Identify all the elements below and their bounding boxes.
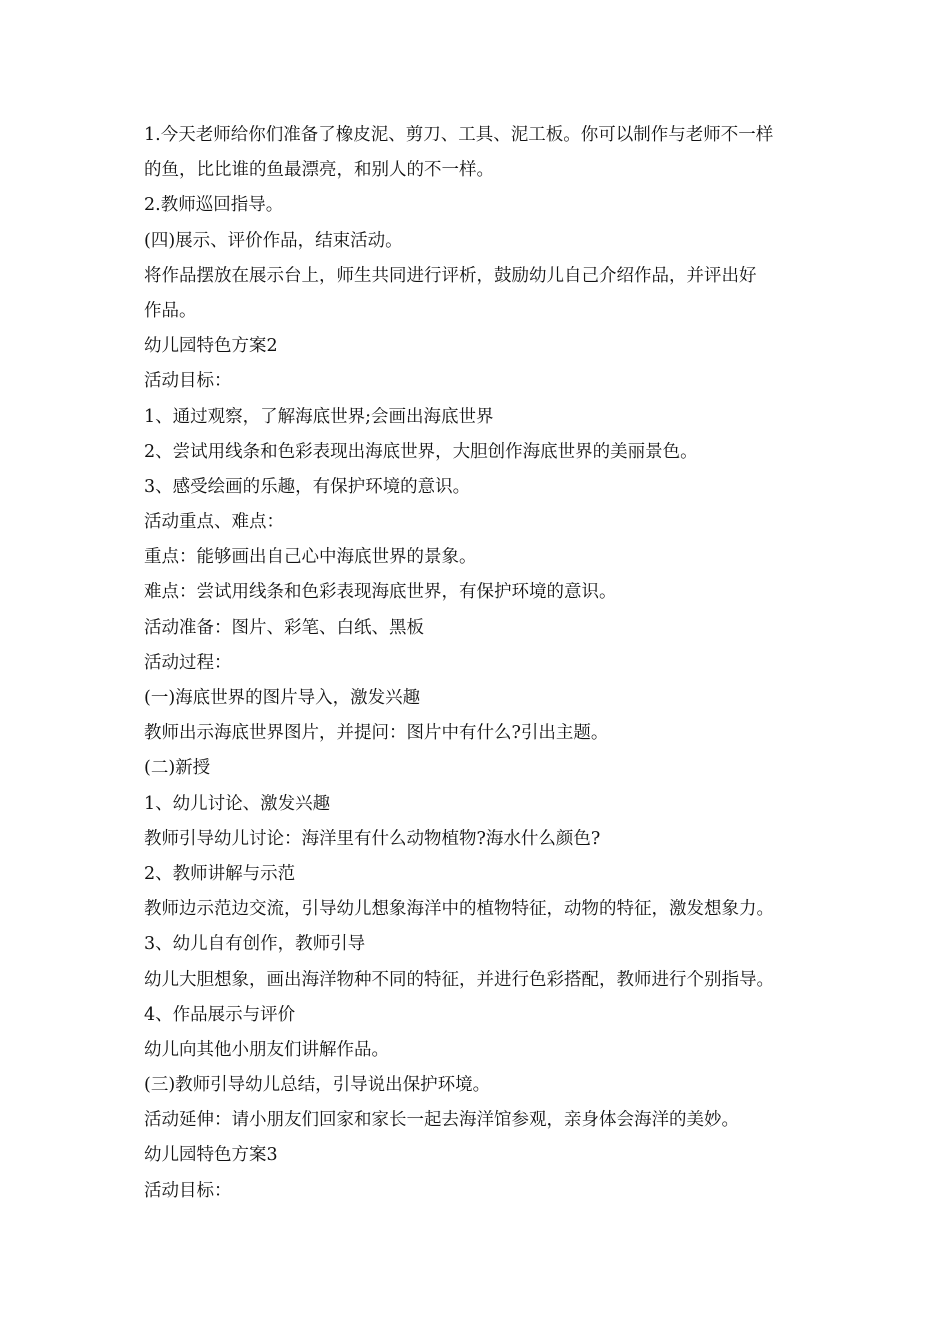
substep-2: 2、教师讲解与示范 xyxy=(144,863,296,884)
heading-activity-process: 活动过程： xyxy=(144,652,232,673)
text-line-6: 作品。 xyxy=(144,300,197,321)
plan-title-3: 幼儿园特色方案3 xyxy=(144,1145,278,1166)
plan-title-2: 幼儿园特色方案2 xyxy=(144,336,278,357)
substep-4: 4、作品展示与评价 xyxy=(144,1004,296,1025)
goal-item-1: 1、通过观察，了解海底世界;会画出海底世界 xyxy=(144,406,494,427)
document-body xyxy=(144,118,810,1209)
text-line-3: 2.教师巡回指导。 xyxy=(144,195,284,216)
process-step-2: (二)新授 xyxy=(144,758,211,779)
text-line-2: 的鱼，比比谁的鱼最漂亮，和别人的不一样。 xyxy=(144,160,494,181)
process-step-1-text: 教师出示海底世界图片，并提问：图片中有什么?引出主题。 xyxy=(144,723,609,744)
substep-2-text: 教师边示范边交流，引导幼儿想象海洋中的植物特征，动物的特征，激发想象力。 xyxy=(144,899,774,920)
heading-activity-goals: 活动目标： xyxy=(144,371,232,392)
substep-1: 1、幼儿讨论、激发兴趣 xyxy=(144,793,331,814)
goal-item-3: 3、感受绘画的乐趣，有保护环境的意识。 xyxy=(144,476,471,497)
key-point: 重点：能够画出自己心中海底世界的景象。 xyxy=(144,547,477,568)
text-line-1: 1.今天老师给你们准备了橡皮泥、剪刀、工具、泥工板。你可以制作与老师不一样 xyxy=(144,125,774,145)
activity-extension: 活动延伸：请小朋友们回家和家长一起去海洋馆参观，亲身体会海洋的美妙。 xyxy=(144,1110,739,1131)
process-step-3: (三)教师引导幼儿总结，引导说出保护环境。 xyxy=(144,1075,491,1096)
heading-activity-goals-3: 活动目标： xyxy=(144,1180,232,1201)
substep-3-text: 幼儿大胆想象，画出海洋物种不同的特征，并进行色彩搭配，教师进行个别指导。 xyxy=(144,969,774,990)
goal-item-2: 2、尝试用线条和色彩表现出海底世界，大胆创作海底世界的美丽景色。 xyxy=(144,441,698,462)
activity-preparation: 活动准备：图片、彩笔、白纸、黑板 xyxy=(144,617,424,638)
text-line-5: 将作品摆放在展示台上，师生共同进行评析，鼓励幼儿自己介绍作品，并评出好 xyxy=(144,265,757,286)
heading-key-points: 活动重点、难点： xyxy=(144,512,284,533)
process-step-1: (一)海底世界的图片导入，激发兴趣 xyxy=(144,688,421,708)
substep-4-text: 幼儿向其他小朋友们讲解作品。 xyxy=(144,1039,389,1060)
substep-3: 3、幼儿自有创作，教师引导 xyxy=(144,934,366,955)
difficult-point: 难点：尝试用线条和色彩表现海底世界，有保护环境的意识。 xyxy=(144,582,617,603)
substep-1-text: 教师引导幼儿讨论：海洋里有什么动物植物?海水什么颜色? xyxy=(144,828,601,849)
section-heading-4: (四)展示、评价作品，结束活动。 xyxy=(144,230,403,251)
